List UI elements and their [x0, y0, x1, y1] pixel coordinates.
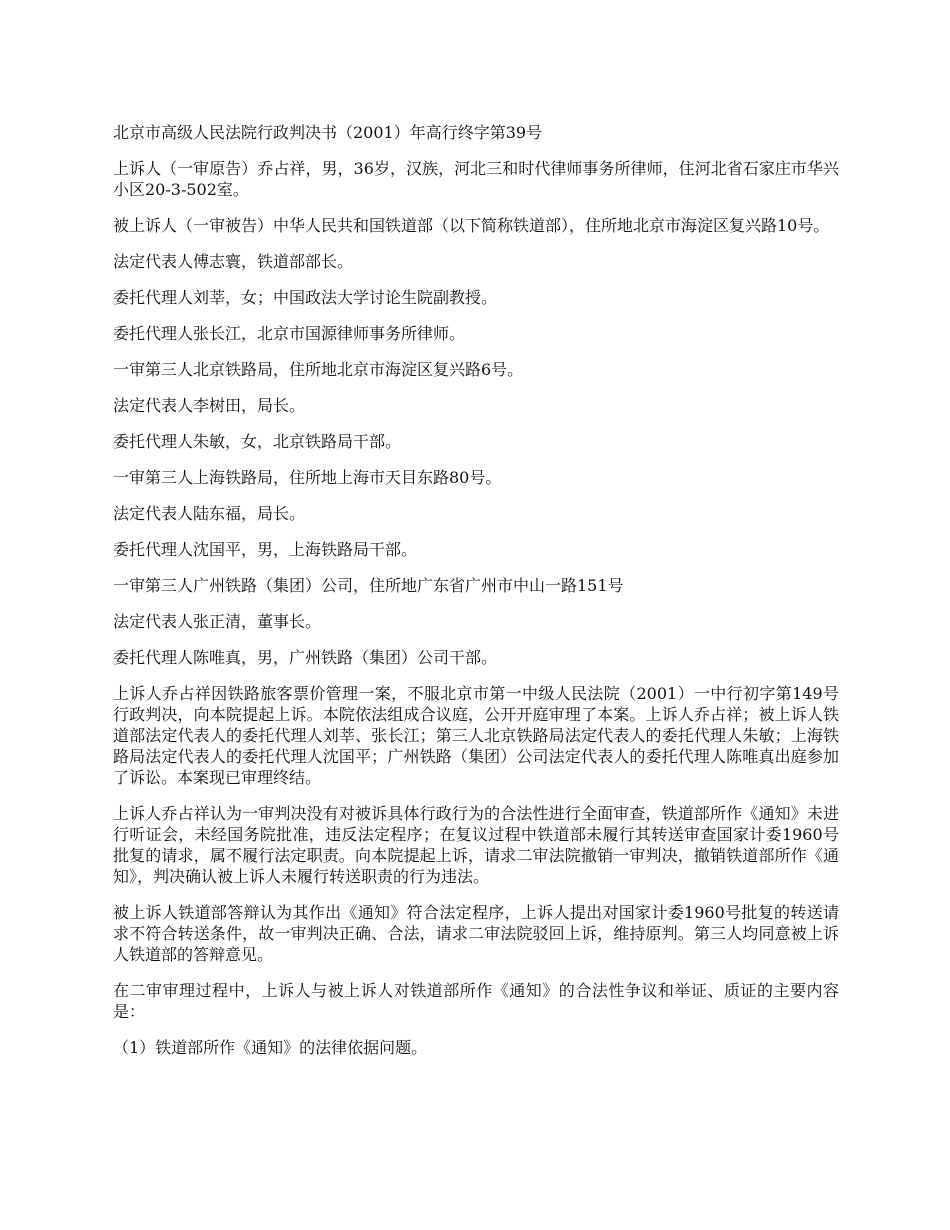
beijing-agent: 委托代理人朱敏，女，北京铁路局干部。 [113, 432, 402, 451]
appellee-defense-paragraph: 被上诉人铁道部答辩认为其作出《通知》符合法定程序，上诉人提出对国家计委1960号批复的转送请求不符合转送条件，故一审判决正确、合法，请求二审法院驳回上诉，维持原判。第三人均同意被上诉人铁道部的答辩意见。 [113, 903, 839, 964]
issue-1-heading: （1）铁道部所作《通知》的法律依据问题。 [113, 1038, 428, 1057]
appellant-paragraph: 上诉人（一审原告）乔占祥，男，36岁，汉族，河北三和时代律师事务所律师，住河北省石家庄市华兴小区20-3-502室。 [113, 159, 839, 199]
third-party-beijing: 一审第三人北京铁路局，住所地北京市海淀区复兴路6号。 [113, 360, 524, 379]
shanghai-agent: 委托代理人沈国平，男，上海铁路局干部。 [113, 540, 418, 559]
appellee-legal-representative: 法定代表人傅志寰，铁道部部长。 [113, 252, 354, 271]
case-background-paragraph: 上诉人乔占祥因铁路旅客票价管理一案，不服北京市第一中级人民法院（2001）一中行初字第149号行政判决，向本院提起上诉。本院依法组成合议庭，公开开庭审理了本案。上诉人乔占祥；被上诉人铁道部法定代表人的委托代理人刘莘、张长江；第三人北京铁路局法定代表人的委托代理人朱敏；上海铁路局法定代表人的委托代理人沈国平；广州铁路（集团）公司法定代表人的委托代理人陈唯真出庭参加了诉讼。本案现已审理终结。 [113, 684, 839, 787]
beijing-legal-representative: 法定代表人李树田，局长。 [113, 396, 306, 415]
appellee-agent-1: 委托代理人刘莘，女；中国政法大学讨论生院副教授。 [113, 288, 498, 307]
third-party-guangzhou: 一审第三人广州铁路（集团）公司，住所地广东省广州市中山一路151号 [113, 576, 624, 595]
document-title: 北京市高级人民法院行政判决书（2001）年高行终字第39号 [113, 123, 543, 142]
third-party-shanghai: 一审第三人上海铁路局，住所地上海市天目东路80号。 [113, 468, 502, 487]
document-page [113, 122, 839, 1073]
shanghai-legal-representative: 法定代表人陆东福，局长。 [113, 504, 306, 523]
appellee-agent-2: 委托代理人张长江，北京市国源律师事务所律师。 [113, 324, 466, 343]
appellant-claims-paragraph: 上诉人乔占祥认为一审判决没有对被诉具体行政行为的合法性进行全面审查，铁道部所作《通知》未进行听证会，未经国务院批准，违反法定程序；在复议过程中铁道部未履行其转送审查国家计委1960号批复的请求，属不履行法定职责。向本院提起上诉，请求二审法院撤销一审判决，撤销铁道部所作《通知》，判决确认被上诉人未履行转送职责的行为违法。 [113, 804, 839, 886]
guangzhou-legal-representative: 法定代表人张正清，董事长。 [113, 612, 322, 631]
appellee-paragraph: 被上诉人（一审被告）中华人民共和国铁道部（以下简称铁道部），住所地北京市海淀区复兴路10号。 [113, 216, 830, 235]
dispute-summary-paragraph: 在二审审理过程中，上诉人与被上诉人对铁道部所作《通知》的合法性争议和举证、质证的主要内容是： [113, 981, 839, 1021]
guangzhou-agent: 委托代理人陈唯真，男，广州铁路（集团）公司干部。 [113, 648, 498, 667]
